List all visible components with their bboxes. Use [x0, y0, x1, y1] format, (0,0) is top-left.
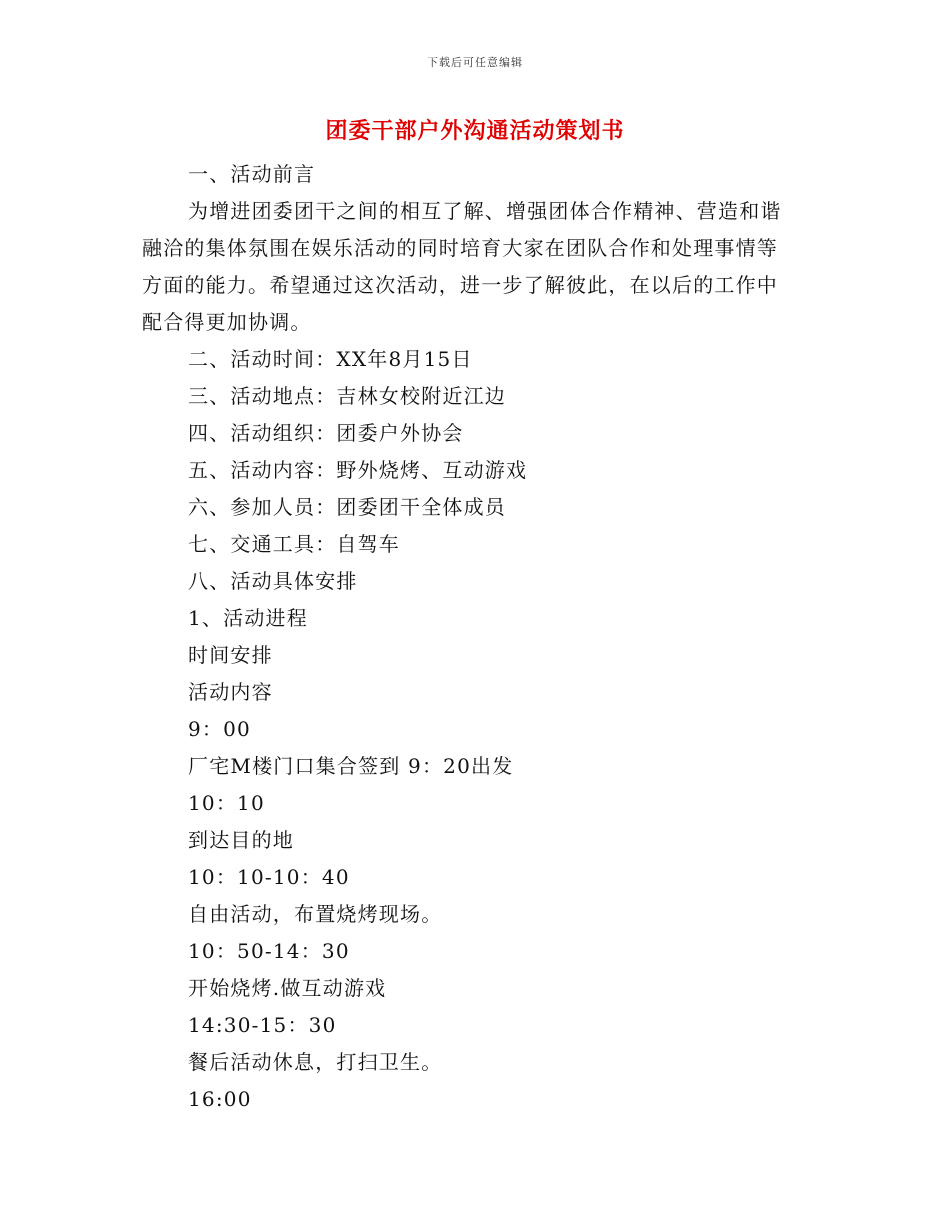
- activity-content: 五、活动内容：野外烧烤、互动游戏: [188, 458, 528, 482]
- schedule-time: 16:00: [188, 1087, 252, 1111]
- document-body: [142, 156, 802, 1118]
- schedule-time: 10：10: [188, 791, 265, 815]
- schedule-column-time: 时间安排: [188, 643, 273, 667]
- transportation: 七、交通工具：自驾车: [188, 532, 400, 556]
- schedule-content: 开始烧烤.做互动游戏: [188, 976, 387, 1000]
- activity-time: 二、活动时间：XX年8月15日: [188, 347, 473, 371]
- schedule-column-content: 活动内容: [188, 680, 273, 704]
- schedule-time: 14:30-15：30: [188, 1013, 337, 1037]
- activity-location: 三、活动地点：吉林女校附近江边: [188, 384, 506, 408]
- section-heading-preface: 一、活动前言: [188, 162, 316, 186]
- participants: 六、参加人员：团委团干全体成员: [188, 495, 506, 519]
- schedule-content: 到达目的地: [188, 828, 294, 852]
- header-note: 下载后可任意编辑: [427, 56, 523, 69]
- subsection-heading-progress: 1、活动进程: [188, 606, 308, 630]
- schedule-content: 餐后活动休息，打扫卫生。: [188, 1050, 443, 1074]
- schedule-time: 9：00: [188, 717, 251, 741]
- schedule-time: 10：10-10：40: [188, 865, 350, 889]
- preface-line-1: 为增进团委团干之间的相互了解、增强团体合作精神、营造和谐: [188, 199, 782, 223]
- preface-line-3: 方面的能力。希望通过这次活动，进一步了解彼此，在以后的工作中: [142, 273, 778, 297]
- section-heading-arrangement: 八、活动具体安排: [188, 569, 358, 593]
- preface-line-2: 融洽的集体氛围在娱乐活动的同时培育大家在团队合作和处理事情等: [142, 236, 778, 260]
- preface-line-4: 配合得更加协调。: [142, 310, 312, 334]
- schedule-content: 厂宅M楼门口集合签到 9：20出发: [188, 754, 514, 778]
- schedule-time: 10：50-14：30: [188, 939, 350, 963]
- document-title: 团委干部户外沟通活动策划书: [325, 118, 625, 144]
- schedule-content: 自由活动，布置烧烤现场。: [188, 902, 443, 926]
- activity-organizer: 四、活动组织：团委户外协会: [188, 421, 464, 445]
